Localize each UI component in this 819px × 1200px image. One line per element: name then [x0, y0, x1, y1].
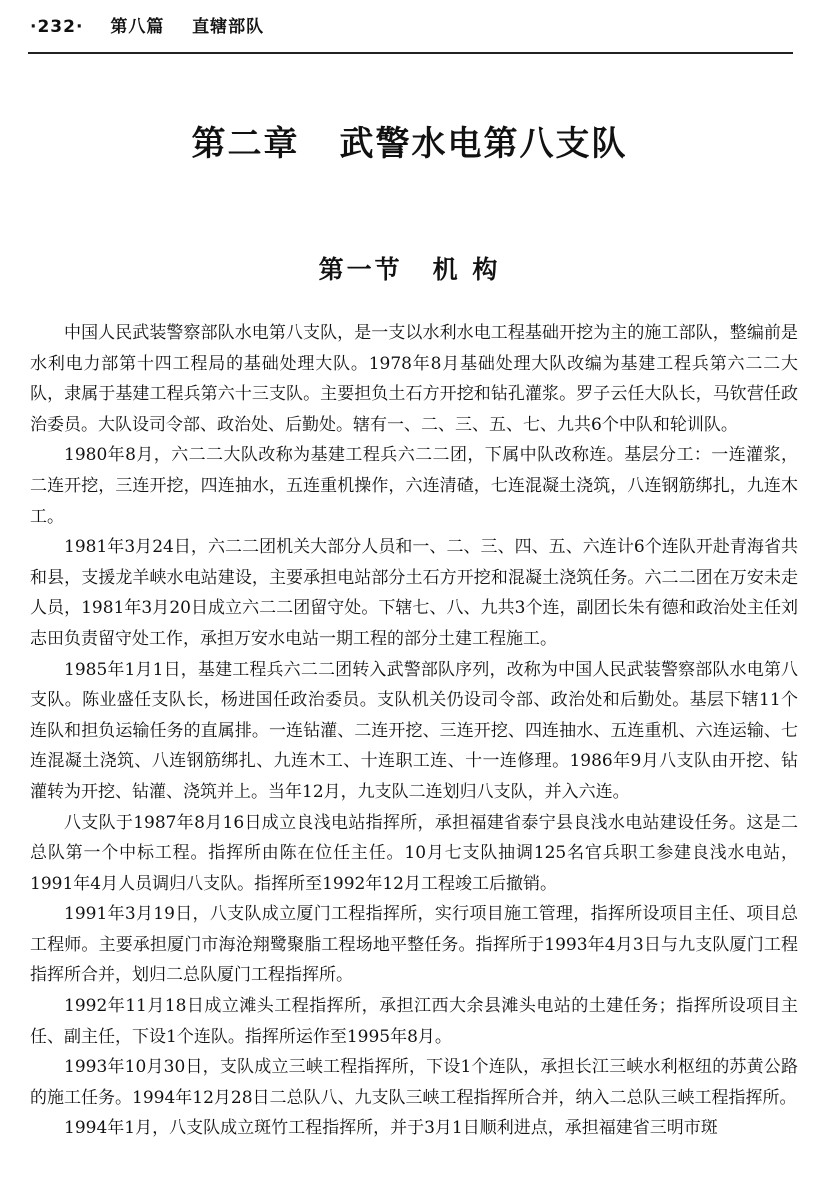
paragraph: 1981年3月24日，六二二团机关大部分人员和一、二、三、四、五、六连计6个连队开赴青海省共和县，支援龙羊峡水电站建设，主要承担电站部分土石方开挖和混凝土浇筑任务。六二二团在万安未走人员，1981年3月20日成立六二二团留守处。下辖七、八、九共3个连，副团长朱有德和政治处主任刘志田负责留守处工作，承担万安水电站一期工程的部分土建工程施工。 [30, 537, 798, 649]
section-title: 机 构 [432, 255, 501, 284]
running-header [30, 12, 790, 37]
page-number: ·232· [30, 17, 84, 37]
paragraph: 1993年10月30日，支队成立三峡工程指挥所，下设1个连队，承担长江三峡水利枢纽的苏黄公路的施工任务。1994年12月28日二总队八、九支队三峡工程指挥所合并，纳入二总队三峡工程指挥所。 [30, 1057, 798, 1108]
section-heading [0, 250, 819, 286]
paragraph: 中国人民武装警察部队水电第八支队，是一支以水利水电工程基础开挖为主的施工部队，整编前是水利电力部第十四工程局的基础处理大队。1978年8月基础处理大队改编为基建工程兵第六二二大队，隶属于基建工程兵第六十三支队。主要担负土石方开挖和钻孔灌浆。罗子云任大队长，马钦营任政治委员。大队设司令部、政治处、后勤处。辖有一、二、三、五、七、九共6个中队和轮训队。 [30, 323, 798, 435]
part-label: 第八篇 [110, 17, 165, 37]
paragraph: 1991年3月19日，八支队成立厦门工程指挥所，实行项目施工管理，指挥所设项目主任、项目总工程师。主要承担厦门市海沧翔鹭聚脂工程场地平整任务。指挥所于1993年4月3日与九支队厦门工程指挥所合并，划归二总队厦门工程指挥所。 [30, 904, 798, 986]
chapter-title: 武警水电第八支队 [339, 124, 628, 164]
header-rule [28, 52, 793, 54]
paragraph: 1992年11月18日成立滩头工程指挥所，承担江西大余县滩头电站的土建任务；指挥所设项目主任、副主任，下设1个连队。指挥所运作至1995年8月。 [30, 996, 798, 1047]
body-text [30, 318, 798, 1144]
paragraph: 1980年8月，六二二大队改称为基建工程兵六二二团，下属中队改称连。基层分工：一连灌浆，二连开挖，三连开挖，四连抽水，五连重机操作，六连清碴，七连混凝土浇筑，八连钢筋绑扎，九连木工。 [30, 445, 798, 527]
chapter-number: 第二章 [191, 124, 300, 164]
section-number: 第一节 [318, 255, 403, 284]
paragraph: 1994年1月，八支队成立斑竹工程指挥所，并于3月1日顺利进点，承担福建省三明市斑 [64, 1118, 718, 1139]
paragraph: 八支队于1987年8月16日成立良浅电站指挥所，承担福建省泰宁县良浅水电站建设任务。这是二总队第一个中标工程。指挥所由陈在位任主任。10月七支队抽调125名官兵职工参建良浅水电站，1991年4月人员调归八支队。指挥所至1992年12月工程竣工后撤销。 [30, 812, 798, 894]
part-title: 直辖部队 [192, 17, 265, 37]
chapter-heading [0, 116, 819, 165]
paragraph: 1985年1月1日，基建工程兵六二二团转入武警部队序列，改称为中国人民武装警察部队水电第八支队。陈业盛任支队长，杨进国任政治委员。支队机关仍设司令部、政治处和后勤处。基层下辖11个连队和担负运输任务的直属排。一连钻灌、二连开挖、三连开挖、四连抽水、五连重机、六连运输、七连混凝土浇筑、八连钢筋绑扎、九连木工、十连职工连、十一连修理。1986年9月八支队由开挖、钻灌转为开挖、钻灌、浇筑并上。当年12月，九支队二连划归八支队，并入六连。 [30, 659, 798, 802]
